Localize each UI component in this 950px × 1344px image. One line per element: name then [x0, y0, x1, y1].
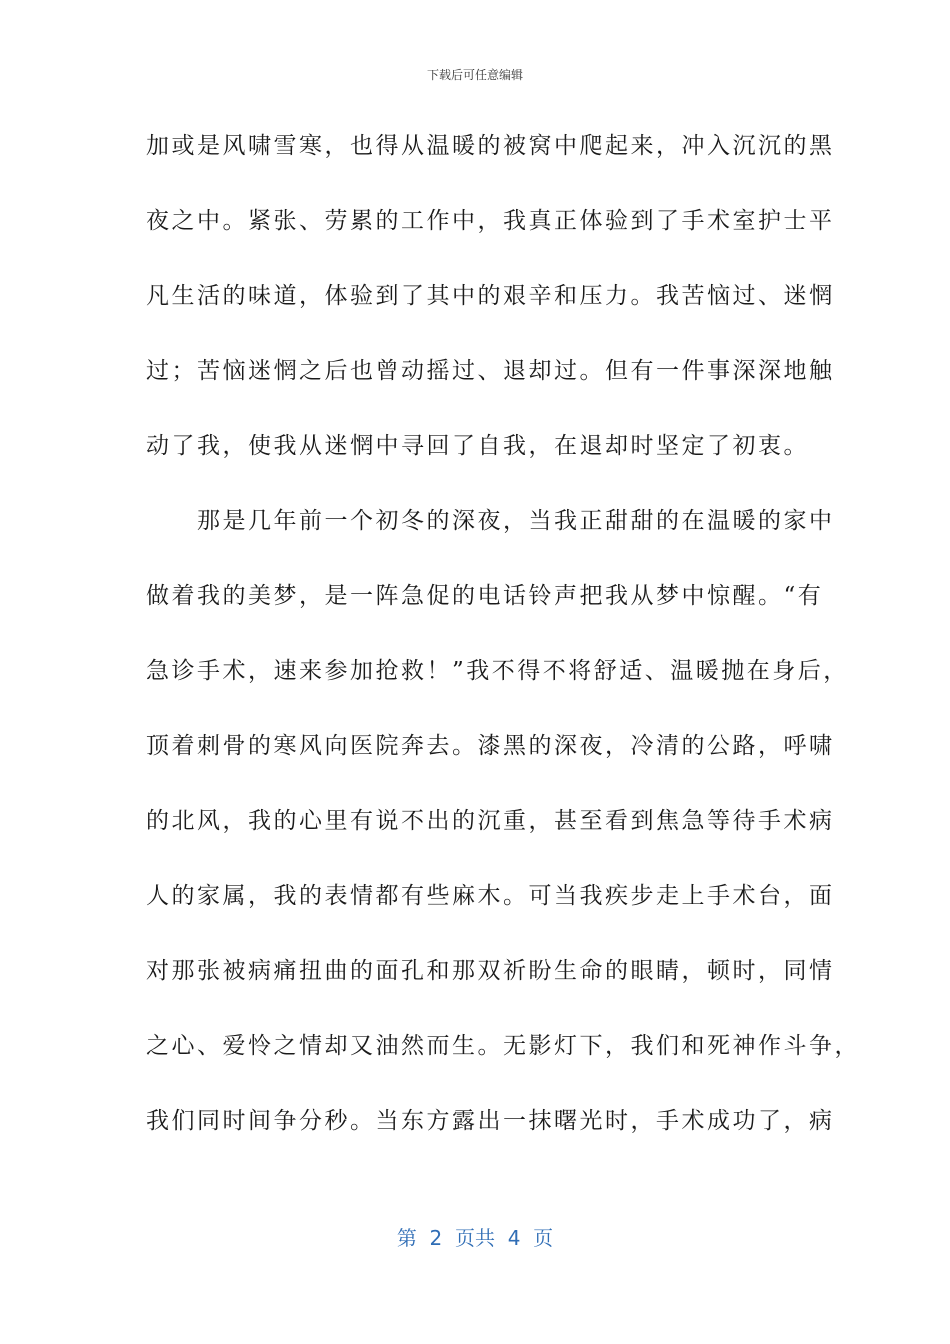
text-line: 加或是风啸雪寒，也得从温暖的被窝中爬起来，冲入沉沉的黑 [146, 133, 835, 159]
text-line: 人的家属，我的表情都有些麻木。可当我疾步走上手术台，面 [146, 883, 835, 909]
text-line: 急诊手术，速来参加抢救！”我不得不将舒适、温暖抛在身后， [146, 658, 849, 684]
text-line: 过；苦恼迷惘之后也曾动摇过、退却过。但有一件事深深地触 [146, 358, 835, 384]
text-line: 对那张被病痛扭曲的面孔和那双祈盼生命的眼睛，顿时，同情 [146, 958, 835, 984]
text-line: 我们同时间争分秒。当东方露出一抹曙光时，手术成功了，病 [146, 1108, 835, 1134]
text-line: 的北风，我的心里有说不出的沉重，甚至看到焦急等待手术病 [146, 808, 835, 834]
text-line: 动了我，使我从迷惘中寻回了自我，在退却时坚定了初衷。 [146, 433, 809, 459]
page-number: 第 2 页共 4 页 [396, 1226, 554, 1250]
text-line: 顶着刺骨的寒风向医院奔去。漆黑的深夜，冷清的公路，呼啸 [146, 733, 835, 759]
text-line: 凡生活的味道，体验到了其中的艰辛和压力。我苦恼过、迷惘 [146, 283, 835, 309]
document-body [146, 118, 860, 1168]
text-line: 夜之中。紧张、劳累的工作中，我真正体验到了手术室护士平 [146, 208, 835, 234]
text-line: 做着我的美梦，是一阵急促的电话铃声把我从梦中惊醒。“有 [146, 583, 824, 609]
page-header-note: 下载后可任意编辑 [426, 68, 523, 82]
text-line: 那是几年前一个初冬的深夜，当我正甜甜的在温暖的家中 [146, 508, 835, 534]
text-line: 之心、爱怜之情却又油然而生。无影灯下，我们和死神作斗争， [146, 1033, 860, 1059]
